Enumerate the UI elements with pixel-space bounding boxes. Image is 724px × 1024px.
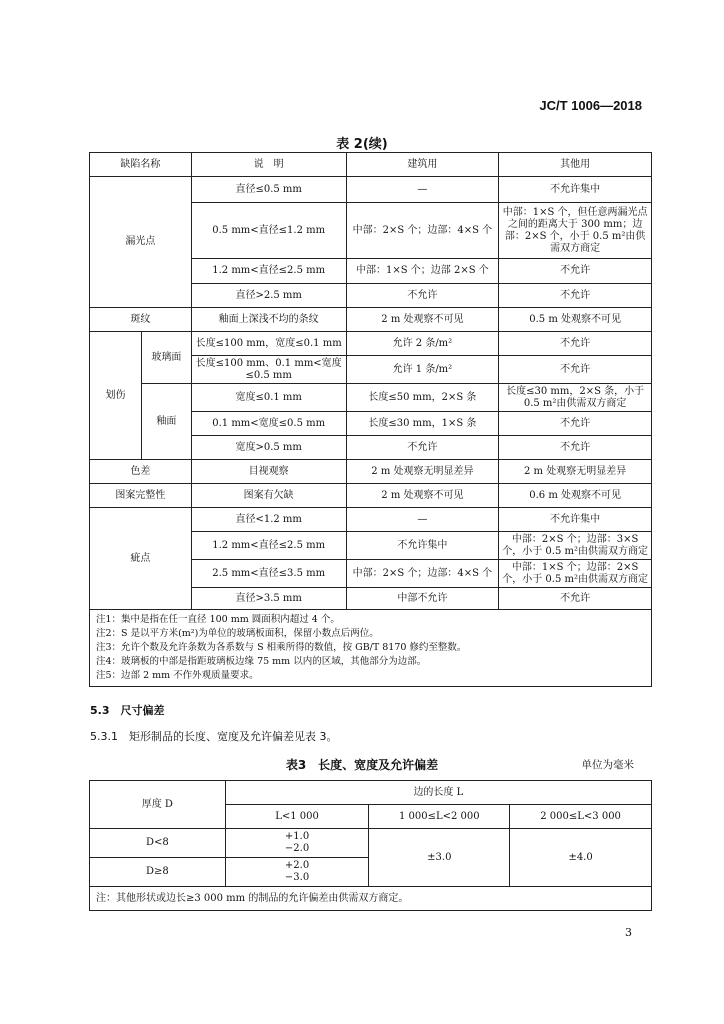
upper-tolerance: +2.0 <box>284 860 310 871</box>
defect-name: 色差 <box>90 460 192 484</box>
page-number: 3 <box>625 926 632 939</box>
cell: 中部：1×S 个；边部 2×S 个 <box>346 259 499 284</box>
cell: 中部：1×S 个，但任意两漏光点之间的距离大于 300 mm；边部：2×S 个，小于 0.5 m²由供需双方商定 <box>499 203 652 259</box>
table-row <box>90 460 652 484</box>
table-header-row <box>90 153 652 177</box>
cell: 允许 1 条/m² <box>346 356 499 384</box>
cell: 中部：2×S 个；边部：3×S 个，小于 0.5 m²由供需双方商定 <box>499 532 652 560</box>
defect-name: 漏光点 <box>90 177 192 308</box>
cell: 图案有欠缺 <box>191 484 346 508</box>
cell: 不允许 <box>499 436 652 460</box>
table-3 <box>89 780 652 911</box>
cell: 长度≤30 mm，1×S 条 <box>346 412 499 436</box>
defect-name: 图案完整性 <box>90 484 192 508</box>
col-header-l3: 2 000≤L<3 000 <box>510 805 652 829</box>
upper-tolerance: +1.0 <box>284 831 310 842</box>
defect-name: 划伤 <box>90 332 142 460</box>
cell: 中部：2×S 个；边部：4×S 个 <box>346 560 499 588</box>
row-label: D≥8 <box>90 858 226 887</box>
cell: 长度≤30 mm，2×S 条，小于 0.5 m²由供需双方商定 <box>499 384 652 412</box>
cell: 0.6 m 处观察不可见 <box>499 484 652 508</box>
table-row <box>90 332 652 356</box>
cell: — <box>346 177 499 203</box>
cell: 不允许集中 <box>346 532 499 560</box>
col-header-l2: 1 000≤L<2 000 <box>369 805 510 829</box>
table-row <box>90 177 652 203</box>
sub-category: 釉面 <box>141 384 191 460</box>
cell: ±3.0 <box>369 829 510 887</box>
cell: 2 m 处观察无明显差异 <box>499 460 652 484</box>
cell: 不允许 <box>499 284 652 308</box>
defect-name: 疵点 <box>90 508 192 610</box>
col-header-defect: 缺陷名称 <box>90 153 192 177</box>
table-note-row <box>90 887 652 911</box>
cell: 中部不允许 <box>346 588 499 610</box>
note-1: 注1：集中是指在任一直径 100 mm 圆面积内超过 4 个。 <box>96 614 340 625</box>
standard-number: JC/T 1006—2018 <box>539 98 642 113</box>
cell: 不允许 <box>346 436 499 460</box>
table2-caption: 表 2(续) <box>336 137 388 152</box>
table-2-continued <box>89 152 652 687</box>
row-label: D<8 <box>90 829 226 858</box>
cell: 不允许 <box>499 412 652 436</box>
table-row <box>90 829 652 858</box>
note-5: 注5：边部 2 mm 不作外观质量要求。 <box>96 670 259 681</box>
table-row <box>90 508 652 532</box>
sub-category: 玻璃面 <box>141 332 191 384</box>
cell: 不允许集中 <box>499 177 652 203</box>
cell: 允许 2 条/m² <box>346 332 499 356</box>
cell: 0.5 mm<直径≤1.2 mm <box>191 203 346 259</box>
cell: 2 m 处观察不可见 <box>346 308 499 332</box>
cell <box>225 829 369 858</box>
table-notes-row <box>90 610 652 687</box>
col-header-other: 其他用 <box>499 153 652 177</box>
cell: 1.2 mm<直径≤2.5 mm <box>191 532 346 560</box>
cell: — <box>346 508 499 532</box>
cell: 2 m 处观察无明显差异 <box>346 460 499 484</box>
cell: 不允许 <box>499 259 652 284</box>
cell: 1.2 mm<直径≤2.5 mm <box>191 259 346 284</box>
table-row <box>90 384 652 412</box>
table3-note: 注：其他形状或边长≥3 000 mm 的制品的允许偏差由供需双方商定。 <box>90 887 652 911</box>
table3-caption: 表3 长度、宽度及允许偏差 <box>285 758 439 772</box>
table-notes <box>90 610 652 687</box>
note-4: 注4：玻璃板的中部是指距玻璃板边缘 75 mm 以内的区域，其他部分为边部。 <box>96 656 427 667</box>
table-row <box>90 484 652 508</box>
cell: 不允许 <box>499 332 652 356</box>
section-5-3-1-text: 5.3.1 矩形制品的长度、宽度及允许偏差见表 3。 <box>90 730 338 743</box>
cell: 不允许集中 <box>499 508 652 532</box>
cell: 2.5 mm<直径≤3.5 mm <box>191 560 346 588</box>
note-2: 注2：S 是以平方米(m²)为单位的玻璃板面积，保留小数点后两位。 <box>96 628 379 639</box>
col-header-desc: 说 明 <box>191 153 346 177</box>
section-5-3-heading: 5.3 尺寸偏差 <box>90 704 165 717</box>
cell: 宽度>0.5 mm <box>191 436 346 460</box>
table3-unit: 单位为毫米 <box>581 759 634 771</box>
cell: 不允许 <box>346 284 499 308</box>
cell: 长度≤50 mm，2×S 条 <box>346 384 499 412</box>
cell: 直径≤0.5 mm <box>191 177 346 203</box>
cell: 长度≤100 mm，宽度≤0.1 mm <box>191 332 346 356</box>
cell: 直径<1.2 mm <box>191 508 346 532</box>
cell: 2 m 处观察不可见 <box>346 484 499 508</box>
table-row <box>90 308 652 332</box>
cell: 直径>3.5 mm <box>191 588 346 610</box>
cell: 釉面上深浅不均的条纹 <box>191 308 346 332</box>
cell: 长度≤100 mm、0.1 mm<宽度≤0.5 mm <box>191 356 346 384</box>
cell: 目视观察 <box>191 460 346 484</box>
cell: 中部：1×S 个；边部：2×S 个，小于 0.5 m²由供需双方商定 <box>499 560 652 588</box>
cell: 0.1 mm<宽度≤0.5 mm <box>191 412 346 436</box>
cell: 中部：2×S 个；边部：4×S 个 <box>346 203 499 259</box>
cell: 不允许 <box>499 588 652 610</box>
col-header-l1: L<1 000 <box>225 805 369 829</box>
table-header-row <box>90 781 652 805</box>
cell: ±4.0 <box>510 829 652 887</box>
cell: 宽度≤0.1 mm <box>191 384 346 412</box>
cell: 直径>2.5 mm <box>191 284 346 308</box>
cell: 不允许 <box>499 356 652 384</box>
note-3: 注3：允许个数及允许条数为各系数与 S 相乘所得的数值，按 GB/T 8170 修约至整数。 <box>96 642 467 653</box>
col-header-thickness: 厚度 D <box>90 781 226 829</box>
lower-tolerance: −3.0 <box>284 872 310 883</box>
col-header-edge-length: 边的长度 L <box>225 781 651 805</box>
cell <box>225 858 369 887</box>
cell: 0.5 m 处观察不可见 <box>499 308 652 332</box>
defect-name: 斑纹 <box>90 308 192 332</box>
lower-tolerance: −2.0 <box>284 843 310 854</box>
col-header-building: 建筑用 <box>346 153 499 177</box>
